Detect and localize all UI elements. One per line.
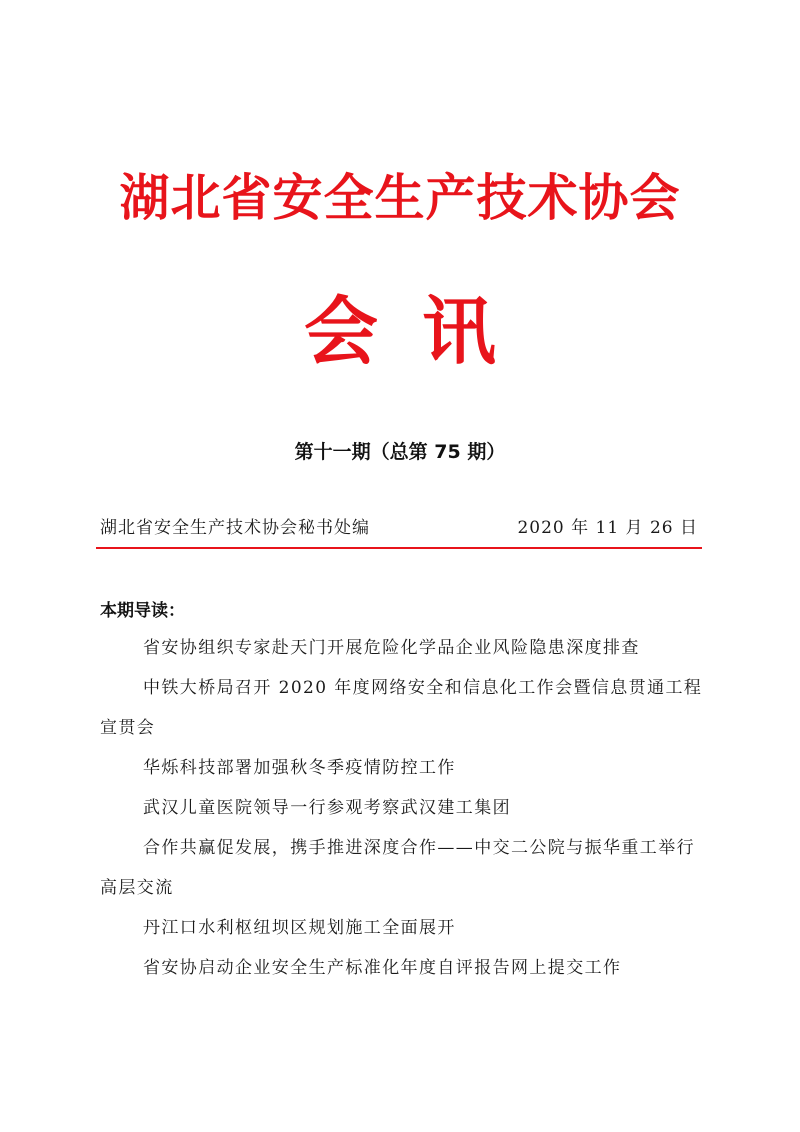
red-divider [96, 547, 702, 549]
toc-item[interactable]: 省安协组织专家赴天门开展危险化学品企业风险隐患深度排查 [143, 638, 640, 658]
issue-number: 第十一期（总第 75 期） [294, 441, 506, 463]
organization-title: 湖北省安全生产技术协会 [119, 168, 681, 227]
publication-title: 会讯 [304, 289, 540, 375]
editor-credit: 湖北省安全生产技术协会秘书处编 [100, 518, 370, 538]
publication-date: 2020 年 11 月 26 日 [517, 518, 698, 538]
masthead [100, 514, 700, 542]
toc-item[interactable]: 省安协启动企业安全生产标准化年度自评报告网上提交工作 [143, 958, 622, 978]
toc-item[interactable]: 中铁大桥局召开 2020 年度网络安全和信息化工作会暨信息贯通工程宣贯会 [100, 678, 703, 738]
toc-heading: 本期导读： [100, 601, 185, 621]
toc-item[interactable]: 武汉儿童医院领导一行参观考察武汉建工集团 [143, 798, 511, 818]
table-of-contents [100, 628, 704, 988]
toc-item[interactable]: 合作共赢促发展，携手推进深度合作——中交二公院与振华重工举行高层交流 [100, 838, 695, 898]
toc-item[interactable]: 华烁科技部署加强秋冬季疫情防控工作 [143, 758, 456, 778]
toc-item[interactable]: 丹江口水利枢纽坝区规划施工全面展开 [143, 918, 456, 938]
